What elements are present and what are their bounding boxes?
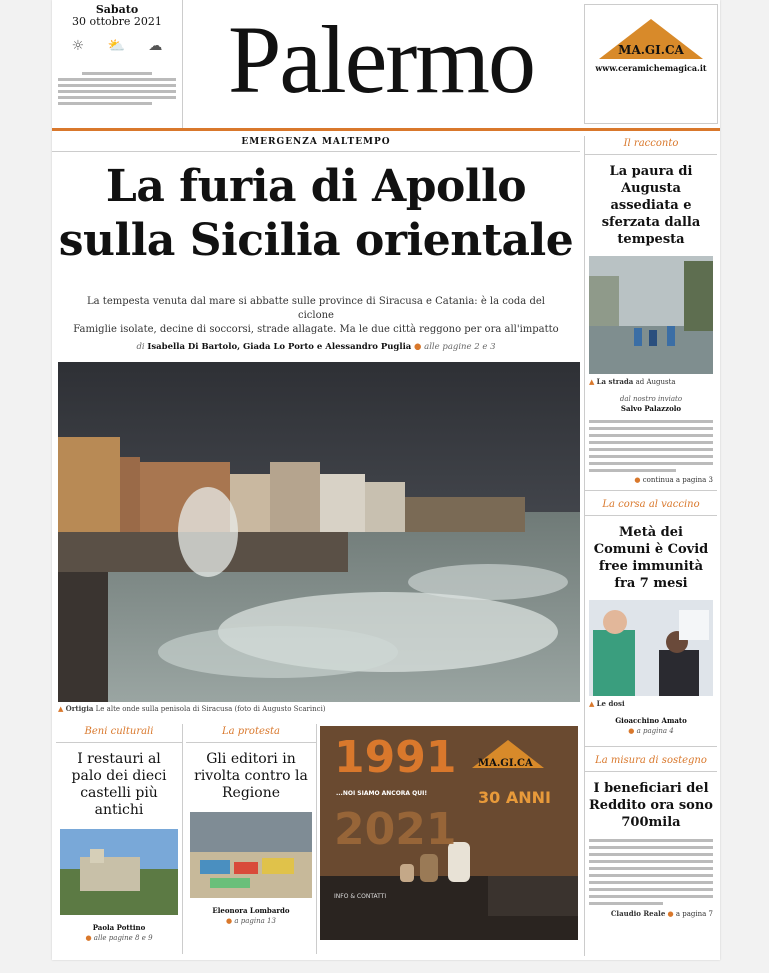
- section-beni-culturali: Beni culturali: [56, 724, 182, 743]
- ad-30-anni: 30 ANNI: [478, 788, 551, 807]
- section-vaccino: La corsa al vaccino: [585, 490, 717, 516]
- beni-headline[interactable]: I restauri al palo dei dieci castelli più antichi: [71, 751, 167, 818]
- protesta-headline[interactable]: Gli editori in rivolta contro la Regione: [194, 751, 308, 801]
- reddito-body: [589, 839, 713, 905]
- ad-magica-30-anni[interactable]: [320, 726, 578, 940]
- vaccino-author: Gioacchino Amato ● a pagina 4: [615, 716, 687, 735]
- vaccino-photo[interactable]: [589, 600, 713, 696]
- lead-byline: di Isabella Di Bartolo, Giada Lo Porto e Alessandro Puglia ● alle pagine 2 e 3: [136, 342, 496, 352]
- ad-big-brand: MA.GI.CA: [478, 758, 533, 769]
- augusta-continua[interactable]: ● continua a pagina 3: [634, 476, 713, 484]
- lead-headline[interactable]: [52, 160, 580, 268]
- vaccino-more-text: a pagina 4: [636, 727, 674, 735]
- byline-prefix: di: [136, 342, 145, 352]
- vaccino-headline[interactable]: Metà dei Comuni è Covid free immunità fra 7 mesi: [593, 525, 709, 591]
- protesta-author-name: Eleonora Lombardo: [212, 906, 290, 915]
- lead-photo-caption: ▲ Ortigia Le alte onde sulla penisola di Siracusa (foto di Augusto Scarinci): [58, 704, 326, 713]
- byline-ref: alle pagine 2 e 3: [424, 342, 496, 352]
- augusta-caption-text: ad Augusta: [635, 378, 676, 386]
- beni-author-name: Paola Pottino: [92, 923, 146, 932]
- headline-line-1: La furia di Apollo: [105, 161, 527, 212]
- augusta-body: [589, 420, 713, 472]
- weather-row: [60, 38, 174, 54]
- vaccino-caption: ▲ Le dosi: [589, 699, 625, 708]
- bottom-col-beni-culturali: [56, 724, 183, 954]
- augusta-photo[interactable]: [589, 256, 713, 374]
- standfirst-line-1: La tempesta venuta dal mare si abbatte sulle province di Siracusa e Catania: è la coda del ciclone: [87, 296, 545, 321]
- ad-brand: MA.GI.CA: [618, 43, 684, 57]
- ad-top-right[interactable]: [584, 4, 718, 124]
- cloud-icon: ☁: [148, 38, 163, 54]
- books-photo[interactable]: [190, 812, 312, 898]
- vaccino-caption-label: Le dosi: [596, 699, 625, 708]
- header-rule: [52, 128, 720, 131]
- ad-url: www.ceramichemagica.it: [595, 63, 707, 73]
- caption-label: Ortigia: [65, 704, 94, 713]
- beni-author: Paola Pottino ● alle pagine 8 e 9: [85, 923, 153, 942]
- standfirst-line-2: Famiglie isolate, decine di soccorsi, strade allagate. Ma le due città reggono per ora all'impatto: [73, 324, 559, 335]
- beni-ref: alle pagine 8 e 9: [93, 934, 153, 942]
- publisher-fineprint: [58, 72, 176, 105]
- bottom-col-protesta: [186, 724, 317, 954]
- ad-year-1991: 1991: [334, 732, 457, 783]
- caption-text: Le alte onde sulla penisola di Siracusa (foto di Augusto Scarinci): [95, 705, 326, 713]
- lead-standfirst: [72, 295, 560, 337]
- headline-line-2: sulla Sicilia orientale: [58, 215, 574, 266]
- lead-kicker: EMERGENZA MALTEMPO: [52, 137, 580, 152]
- reddito-author-name: Claudio Reale: [610, 909, 666, 918]
- augusta-more-text: continua a pagina 3: [642, 476, 713, 484]
- ad-tagline: ...NOI SIAMO ANCORA QUI!: [336, 790, 428, 797]
- right-sidebar: [584, 136, 717, 956]
- section-il-racconto: Il racconto: [585, 136, 717, 155]
- masthead-title: Palermo: [228, 6, 534, 113]
- castle-photo[interactable]: [60, 829, 178, 915]
- vaccino-author-name: Gioacchino Amato: [615, 716, 687, 725]
- augusta-headline[interactable]: La paura di Augusta assediata e sferzata dalla tempesta: [601, 164, 701, 247]
- reddito-more-text: a pagina 7: [675, 910, 713, 918]
- issue-date: 30 ottobre 2021: [72, 15, 162, 28]
- issue-day: Sabato: [95, 3, 139, 16]
- reddito-headline[interactable]: I beneficiari del Reddito ora sono 700mila: [589, 781, 713, 830]
- author-name: Salvo Palazzolo: [620, 404, 682, 413]
- augusta-author: [585, 394, 717, 414]
- byline-names: Isabella Di Bartolo, Giada Lo Porto e Alessandro Puglia: [147, 342, 412, 352]
- reddito-continua[interactable]: Claudio Reale ● a pagina 7: [610, 909, 713, 918]
- ad-contacts: INFO & CONTATTI: [334, 893, 387, 900]
- section-la-protesta: La protesta: [186, 724, 316, 743]
- cloud-sun-icon: ⛅: [107, 38, 125, 54]
- sun-icon: ☼: [71, 38, 85, 54]
- lead-photo-ortigia[interactable]: [58, 362, 580, 702]
- newspaper-front-page: [52, 0, 720, 960]
- augusta-caption: ▲ La strada ad Augusta: [589, 377, 676, 386]
- augusta-caption-label: La strada: [596, 377, 634, 386]
- section-sostegno: La misura di sostegno: [585, 746, 717, 772]
- protesta-author: Eleonora Lombardo ● a pagina 13: [212, 906, 290, 925]
- header-date-box: [52, 0, 183, 128]
- author-role: dal nostro inviato: [619, 395, 683, 403]
- ad-year-2021: 2021: [334, 804, 457, 855]
- protesta-ref: a pagina 13: [234, 917, 276, 925]
